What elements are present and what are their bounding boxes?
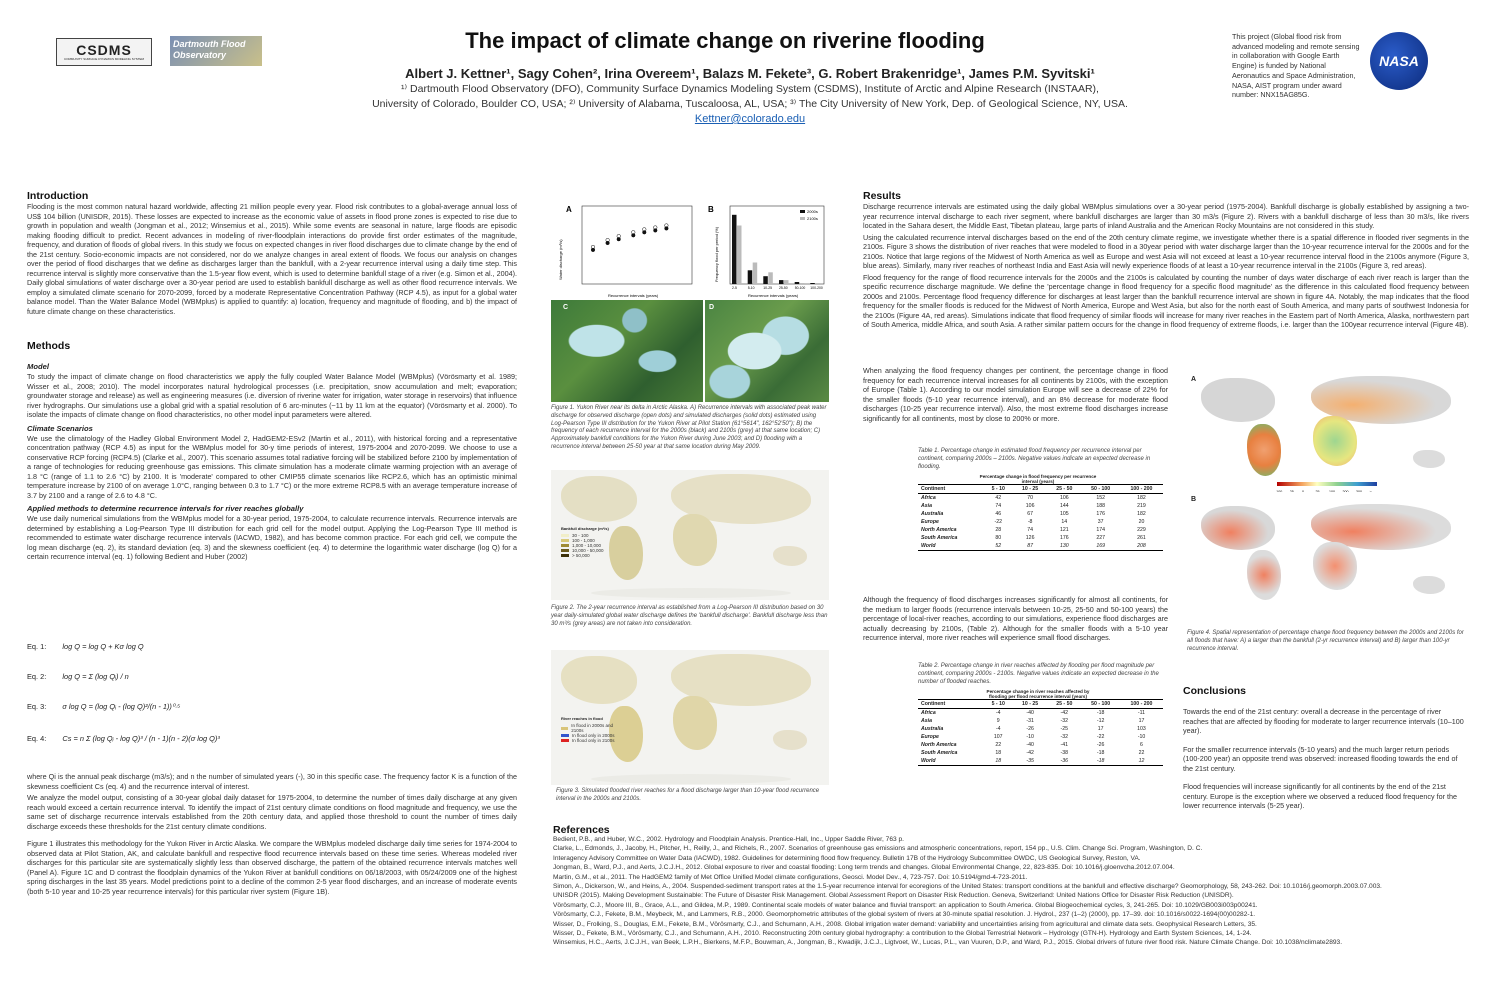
equation-3-formula: σ log Q = (log Qᵢ - (log Q)²/(n - 1))⁰·⁵ xyxy=(62,702,181,711)
table-cell: Europe xyxy=(921,734,939,741)
figure1-panel-c-satellite-image xyxy=(551,300,703,402)
table-cell: -4 xyxy=(995,710,1001,717)
map-africa xyxy=(673,696,717,750)
table-cell: 103 xyxy=(1137,726,1146,733)
table-cell: 130 xyxy=(1047,542,1081,551)
figure3-legend-title: River reaches in flood xyxy=(561,716,603,721)
poster-title: The impact of climate change on riverine flooding xyxy=(465,28,985,53)
table-cell: Australia xyxy=(921,726,944,733)
csdms-logo-text: CSDMS xyxy=(76,42,132,58)
equation-4-label: Eq. 4: xyxy=(27,734,47,743)
table-cell: -10 xyxy=(1137,734,1146,741)
table-cell: 70 xyxy=(1027,495,1034,502)
table-cell: -26 xyxy=(1026,726,1034,733)
figure1-panel-a-chart xyxy=(556,200,696,302)
map-south-america xyxy=(1247,550,1281,600)
table-cell: South America xyxy=(921,535,958,542)
table-cell: 126 xyxy=(1025,535,1035,542)
table-row xyxy=(918,749,1163,757)
legend-swatch xyxy=(561,549,569,552)
table-cell: 107 xyxy=(993,734,1003,741)
category-tick-label: 10-25 xyxy=(763,286,772,290)
table-cell: -26 xyxy=(1096,742,1105,749)
equation-4-formula: Cs = n Σ (log Qᵢ - log Q)³ / (n - 1)(n - 2)(σ log Q)³ xyxy=(62,734,220,743)
table-row xyxy=(918,526,1163,534)
frequency-bar-2000s xyxy=(779,280,784,284)
affiliation-line-2: University of Colorado, Boulder CO, USA; ²⁾ University of Alabama, Tuscaloosa, AL, USA; ³⁾ The City University of New York, Dep. of Geological Science, NY, USA. xyxy=(372,98,1128,110)
table1-group-header: Percentage change in flood frequency per recurrence interval (years) xyxy=(979,474,1097,485)
figure4-colorbar-gradient xyxy=(1277,482,1377,486)
table-row xyxy=(918,502,1163,510)
table-cell: South America xyxy=(921,750,958,757)
figure3-legend-label: In flood only in 2000s xyxy=(572,733,615,738)
table-header-cell: 100 - 200 xyxy=(1120,700,1163,709)
references-heading: References xyxy=(553,824,610,836)
table-header-row xyxy=(918,485,1163,494)
frequency-bar-2100s xyxy=(753,263,758,285)
table-cell: Asia xyxy=(921,503,932,510)
map-south-america xyxy=(609,526,643,580)
table-cell: 74 xyxy=(1027,527,1034,534)
results-paragraph-2: Using the calculated recurrence interval discharges based on the end of the 20th century climate regime, we investigate whether there is a spatial difference in flooded river segments in the 2100s. Figure 3 shows the distribution of river reaches that were modeled to flood in a 30year period with water discharge larger than the 10-year recurrence interval for the 2000s and for the 2100s. Notice that large regions of the Midwest of North America as well as Europe and west Asia will not exceed at least a 10-year recurrence interval flood in the 2100s anymore (Figure 3, blue areas). Similarly, many river reaches of northeast India and East Asia will newly experience floods of at least a 10-year recurrence interval in the 2100s (Figure 3, red areas). xyxy=(863,232,1469,270)
figure2-legend-label: 1,000 - 10,000 xyxy=(572,543,602,548)
table-cell: 22 xyxy=(995,742,1002,749)
map-australia xyxy=(773,730,807,750)
category-tick-label: 25-50 xyxy=(779,286,788,290)
table-cell: 17 xyxy=(1097,726,1104,733)
nasa-logo-text: NASA xyxy=(1379,53,1419,69)
figure1-panel-a-letter: A xyxy=(566,205,572,214)
map-australia xyxy=(1413,450,1445,468)
equation-1 xyxy=(27,642,144,651)
frequency-bar-2000s xyxy=(748,270,753,284)
simulated-discharge-point xyxy=(591,248,595,252)
table2-group-header: Percentage change in river reaches affected by flooding per flood recurrence interval (years) xyxy=(986,689,1090,700)
table-row xyxy=(918,518,1163,526)
table-cell: 18 xyxy=(983,757,1013,766)
figure1-panel-a-xlabel: Recurrence intervals (years) xyxy=(608,293,659,298)
category-tick-label: 5-10 xyxy=(747,286,755,290)
applied-methods-text: We use daily numerical simulations from the WBMplus model for a 30-year period, 1975-2004, to calculate recurrence intervals. Recurrence intervals are determined by establishing a Log-Pearson Type III distribution for each grid cell for the model output. Applying the Log-Pearson Type III method is recommended to estimate water discharge recurrence intervals (IACWD, 1982), and has become common practice. For each grid cell, we compute the log mean discharge (eq. 2), its standard deviation (eq. 3) and the skewness coefficient (eq. 4) to determine the logarithmic water discharge (log Q) for a certain recurrence interval (eq. 1) following Bedient and Huber (2002) xyxy=(27,514,517,561)
table-cell: 28 xyxy=(995,527,1002,534)
simulated-discharge-point xyxy=(617,237,621,241)
legend-swatch xyxy=(561,554,569,557)
results-paragraph-4: When analyzing the flood frequency changes per continent, the percentage change in flood frequency for each recurrence interval increases for all continents by 2100s, with the exception of Europe (Table 1). According to our model simulation Europe will see a decrease of 22% for the smaller floods (5-10 year recurrence interval), and an 8% decrease for moderate flood discharges (10-25 year recurrence interval). Also, the most extreme flood discharges increase significantly for all continents, most by close to 200% or more. xyxy=(863,366,1168,423)
table-row xyxy=(918,494,1163,503)
frequency-bar-2000s xyxy=(763,276,768,284)
funding-statement: This project (Global flood risk from advanced modeling and remote sensing in collaboration with Google Earth Engine) is funded by National Aeronautics and Space Administration, NASA, AIST program under award number: NNX15AG85G. xyxy=(1232,32,1360,100)
methods-heading: Methods xyxy=(27,340,71,352)
table-cell: 74 xyxy=(995,503,1002,510)
table-row xyxy=(918,510,1163,518)
table1-block xyxy=(918,448,1163,551)
table-row xyxy=(918,542,1163,551)
model-text: To study the impact of climate change on flood characteristics we apply the fully coupled Water Balance Model (WBMplus) (Vörösmarty et al. 1989; Wisser et al., 2008; 2010). The model incorporates natural hydrological processes (i.e. precipitation, snow accumulation and melt; evaporation; groundwater storage and release) as well as engineering measures (i.e. diversion of riverine water for irrigation, water storage in reservoirs) that influence river hydrographs. Our simulations use a global grid with a spatial resolution of 6 arc-minutes (~11 by 11 km at the equator) (Vörösmarty et al. 2000). To isolate the impacts of climate change on flood characteristics, no other model input parameters were altered. xyxy=(27,372,517,419)
figure3-legend-label: In flood only in 2100s xyxy=(572,738,615,743)
table-header-cell: 5 - 10 xyxy=(983,485,1013,494)
figure4-caption: Figure 4. Spatial representation of percentage change flood frequency between the 2000s and 2100s for all floods that have: A) a larger than the bankfull (2-yr recurrence interval) and B) larger than 100-yr recurrence interval. xyxy=(1187,630,1464,652)
figure2-legend-item xyxy=(561,553,609,558)
figure2-legend-label: 10,000 - 50,000 xyxy=(572,548,604,553)
equation-2-label: Eq. 2: xyxy=(27,672,47,681)
climate-text: We use the climatology of the Hadley Global Environment Model 2, HadGEM2-ESv2 (Martin et al., 2011), with historical forcing and a representative concentration pathway (RCP 4.5) as input for the WBMplus model for 30-y time periods of interest, 1975-2004 and 2070-2099. We choose to use a conservative RCP forcing (RCP4.5) (Clarke et al., 2007). This scenario assumes total radiative forcing will be stabilized before 2100 by implementation of a range of technologies for reducing greenhouse gas emissions. This climate simulation has a moderate climate warming projection with an average of 1.8 °C (range of 1.1 to 2.6 °C) by 2100. It is 'moderate' compared to other CMIP55 climate scenarios like RCP2.6, which has an optimistic minimal temperature increase by 2100 of on average 1.0°C, ranging between 0.3 to 1.7 °C) or the more extreme RCP8.5 with an average temperature increase of 3.7 by 2100 and a range of 2.6 to 4.8 °C. xyxy=(27,433,517,500)
table-cell: -40 xyxy=(1026,710,1034,717)
figure1-panel-b-legend-swatch-2100s xyxy=(800,217,805,220)
category-tick-label: 100-200 xyxy=(810,286,823,290)
figure2-world-map xyxy=(551,470,829,600)
left-column xyxy=(27,190,517,562)
table-cell: World xyxy=(918,757,983,766)
figure3-legend xyxy=(561,716,621,743)
dfo-logo xyxy=(170,36,262,66)
table-cell: 17 xyxy=(1138,718,1145,725)
table-cell: -32 xyxy=(1060,734,1069,741)
table-cell: 176 xyxy=(1096,511,1105,518)
simulated-discharge-point xyxy=(654,229,658,233)
applied-methods-subheading: Applied methods to determine recurrence intervals for river reaches globally xyxy=(27,504,304,513)
table-cell: 106 xyxy=(1059,495,1069,502)
figure3-world-map xyxy=(551,650,829,785)
reference-item: Winsemius, H.C., Aerts, J.C.J.H., van Beek, L.P.H., Bierkens, M.F.P., Bouwman, A., Jongman, B., Kwadijk, J.C.J., Ligtvoet, W., Lucas, P.L., van Vuuren, D.P., and Ward, P.J., 2015. Global drivers of future river flood risk. Nature Climate Change. Doi: 10.1038/nclimate2893. xyxy=(553,939,1343,947)
equation-2 xyxy=(27,672,129,681)
table-cell: 14 xyxy=(1061,519,1068,526)
table-cell: 20 xyxy=(1138,519,1145,526)
map-antarctica xyxy=(591,588,791,598)
simulated-discharge-point xyxy=(665,227,669,231)
table-cell: 229 xyxy=(1137,527,1146,534)
figure1-panel-d-letter: D xyxy=(709,304,715,311)
table-cell: 227 xyxy=(1096,535,1105,542)
reference-item: Vörösmarty, C.J., Moore III, B., Grace, A.L., and Gildea, M.P., 1989. Continental scale models of water balance and fluvial transport: an application to South America. Global Biogeochemical cycles, 3, 241-265. Doi: 10.1029/GB003i003p00241. xyxy=(553,901,1258,909)
reference-item: Interagency Advisory Committee on Water Data (IACWD), 1982. Guidelines for determining flood flow frequency. Bulletin 17B of the Hydrology Subcommittee OWDC, US Geological Survey, Reston, VA. xyxy=(553,854,1141,862)
legend-swatch xyxy=(561,539,569,542)
table-cell: North America xyxy=(921,742,957,749)
figure2-legend-label: > 50,000 xyxy=(572,553,590,558)
results-section xyxy=(863,190,1469,330)
table-cell: -25 xyxy=(1060,726,1069,733)
table-cell: -35 xyxy=(1013,757,1047,766)
table-cell: World xyxy=(918,542,983,551)
table-cell: 144 xyxy=(1059,503,1069,510)
table-cell: -11 xyxy=(1137,710,1146,717)
table-row xyxy=(918,757,1163,766)
figure1-panel-a-points xyxy=(591,224,668,252)
figure2-legend-title: Bankfull discharge (m³/s) xyxy=(561,526,609,531)
frequency-bar-2100s xyxy=(737,226,742,285)
reference-item: Wisser, D., Fekete, B.M., Vörösmarty, C.J., and Schumann, A.H., 2010. Reconstructing 20th century global hydrography: a contribution to the Global Terrestrial Network – Hydrology (GTN-H). Hydrology and Earth System Sciences, 14, 1-24. xyxy=(553,929,1252,937)
frequency-bar-2100s xyxy=(815,283,820,284)
table-cell: -18 xyxy=(1096,750,1105,757)
table-cell: 182 xyxy=(1137,495,1146,502)
table-cell: 188 xyxy=(1096,503,1105,510)
reference-item: Jongman, B., Ward, P.J., and Aerts, J.C.J.H., 2012. Global exposure to river and coastal flooding: Long term trends and changes. Global Environmental Change, 22, 823-835. Doi: 10.1016/j.gloenvcha.2012.07.004. xyxy=(553,864,1175,872)
table-header-row xyxy=(918,700,1163,709)
table-row xyxy=(918,717,1163,725)
map-north-america xyxy=(561,476,637,522)
table-cell: 261 xyxy=(1137,535,1146,542)
table-cell: 174 xyxy=(1096,527,1105,534)
figure1-panel-a-ylabel: Water discharge (m³/s) xyxy=(558,239,563,280)
figure1-description-text: Figure 1 illustrates this methodology for the Yukon River in Arctic Alaska. We compare the WBMplus modeled discharge daily time series for 1974-2004 to observed data at Pilot Station, AK, and calculate bankfull and respective flood recurrence intervals based on these time series. Whereas modeled river discharges for this particular site are systematically slightly less than observed discharge, the pattern of the obtained recurrence intervals matches well (Panel A). Figure 1C and D contrast the floodplain dynamics of the Yukon River at bankfull conditions on 06/18/2003, with 05/24/2009 one of the highest spring discharges in the last 35 years. Model predictions point to a decline of the common 2-5 year flood discharges, and an increase of moderate events (both 5-10 year and 10-25 year recurrence intervals) for this particular river system (Figure 1B). xyxy=(27,839,517,896)
table-header-cell: 25 - 50 xyxy=(1047,700,1081,709)
conclusion-3: Flood frequencies will increase significantly for all continents by the end of the 21st century. Europe is the exception where we observed a reduced flood frequency for the lower recurrence intervals (5-25 year). xyxy=(1183,782,1457,810)
table-header-cell: 100 - 200 xyxy=(1120,485,1163,494)
reference-item: Wisser, D., Frolking, S., Douglas, E.M., Fekete, B.M., Vörösmarty, C.J., and Schumann, A.H., 2008. Global irrigation water demand: variability and uncertainties arising from agricultural and climate data sets. Geophysical Research Letters, 35. xyxy=(553,920,1257,928)
table-cell: 208 xyxy=(1120,542,1163,551)
reference-item: Bedient, P.B., and Huber, W.C., 2002. Hydrology and Floodplain Analysis. Prentice-Hall, Inc., Upper Saddle River, 763 p. xyxy=(553,836,905,843)
table-cell: -18 xyxy=(1096,710,1105,717)
after-equations-text: where Qi is the annual peak discharge (m3/s); and n the number of simulated years (-), 30 in this specific case. The frequency factor K is a function of the skewness coefficient Cs (eq. 4) and the recurrence interval of interest. xyxy=(27,772,517,791)
map-africa xyxy=(1313,416,1357,466)
results-paragraph-5: Although the frequency of flood discharges increases significantly for almost all continents, for the medium to larger floods (recurrence intervals between 10-25, 25-50 and 50-100 years) the percentage of local-river reaches, according to our simulations, experience flood discharges are actually decreasing by 2100s, (Table 2). Although for the smaller floods with a 5-10 year recurrence interval, more river reaches will experience small flood discharges. xyxy=(863,595,1168,642)
equation-4 xyxy=(27,734,220,743)
reference-item: Martin, G.M., et al., 2011. The HadGEM2 family of Met Office Unified Model climate configurations, Geosci. Model Dev., 4, 723-757. Doi: 10.5194/gmd-4-723-2011. xyxy=(553,873,1028,881)
table-row xyxy=(918,534,1163,542)
table-cell: -18 xyxy=(1081,757,1120,766)
table-header-cell: Continent xyxy=(918,700,983,709)
table-cell: -38 xyxy=(1060,750,1069,757)
figure2-legend-label: 100 - 1,000 xyxy=(572,538,595,543)
table-cell: -10 xyxy=(1026,734,1034,741)
table-cell: 219 xyxy=(1137,503,1146,510)
figure1-panel-b-legend-swatch-2000s xyxy=(800,210,805,213)
frequency-bar-2000s xyxy=(795,282,800,284)
table-header-cell: 10 - 25 xyxy=(1013,700,1047,709)
figure4-panel-a-letter: A xyxy=(1191,376,1197,383)
reference-item: Clarke, L., Edmonds, J., Jacoby, H., Pitcher, H., Reilly, J., and Richels, R., 2007. Scenarios of greenhouse gas emissions and atmospheric concentrations, report, 154 pp., U.S. Clim. Change Sci. Program, Washington, D. C. xyxy=(553,845,1203,853)
table-cell: 80 xyxy=(995,535,1002,542)
figure1-panel-b-xlabel: Recurrence intervals (years) xyxy=(748,293,799,298)
introduction-text: Flooding is the most common natural hazard worldwide, affecting 21 million people every year. Flood risk contributes to a global-average annual loss of US$ 104 billion (UNISDR, 2015). These losses are expected to increase as the economic value of assets in flood prone zones is expected to rise due to growth in population and wealth (Jongman et al., 2012; Winsemius et al., 2015). While some events are seasonal in nature, large floods are episodic making flooding difficult to predict. Recent advances in modeling of river-floodplain interactions do provide first order estimates of the magnitude, frequency, and duration of floods of global rivers. In this study we focus on expected changes in river flood discharges due to climate change by the end of the 21st century. Socio-economic impacts are not considered, nor do we analyze changes in areal extent of floods. We focus our analysis on changes over the period of flood discharges that we define as discharges larger than the bankfull, with a 2-year recurrence interval using a daily time step. This recurrence interval is slightly more conservative than the 1.5-year flow event, which is used to determine bankfull stage of a river (e.g. Simon et al., 2004). Daily global simulations of water discharge over a 30-year period are used to establish bankfull discharge as well as other flood recurrence intervals. We employ a simulated climate scenario for 2070-2099, forced by a moderate Representative Concentration Pathway (RCP 4.5), as input for a global water balance model. Than the Water Balance Model (WBMplus) is applied to quantify: a) location, frequency and magnitude of flooding, and b) the impact of future climate change on these characteristics. xyxy=(27,202,517,316)
map-australia xyxy=(1413,576,1445,594)
map-south-america xyxy=(1247,424,1281,476)
results-paragraph-3: Flood frequency for the range of flood recurrence intervals for the 2000s and the 2100s is calculated by counting the number of days water discharge of each river reach is larger than the specific recurrence discharge magnitude. We define the 'percentage change in flood frequency for a specific flood magnitude' as the difference in this calculated flood frequency between 2000s and 2100s. Percentage flood frequency difference for discharges at least larger than the bankfull recurrence interval are shown in figure 4A. Notably, the map indicates that the flood frequency for the smaller floods is reduced for the Midwest of North America, Europe and West Asia, but also for the north east of South America, and many parts of southwest Indonesia for the 2100s (Figure 4A, red areas). Simulations indicate that flood frequency of similar floods will increase for many river reaches in the Eastern part of North America, Alaska, northwestern part of South America, middle Africa, and south Asia. A rather similar pattern occurs for the change in flood frequency of extreme floods, i.e. larger than the 100year recurrence interval (Figure 4B). xyxy=(863,272,1469,329)
table-cell: 52 xyxy=(983,542,1013,551)
figure4-map-a xyxy=(1187,370,1467,490)
table-cell: -40 xyxy=(1026,742,1034,749)
table-cell: 18 xyxy=(995,750,1002,757)
analysis-text: We analyze the model output, consisting of a 30-year global daily dataset for 1975-2004, to determine the number of times daily discharge at any given reach would exceed a certain recurrence interval. To identify the impact of 21st century climate conditions on flood magnitude and frequency, we use the same set of discharge recurrence intervals established from the 20th century data, and applied those threshold to count the number of times daily discharge exceeds these thresholds for the 21st century climate conditions. xyxy=(27,793,517,831)
map-antarctica xyxy=(591,774,791,784)
reference-item: UNISDR (2015). Making Development Sustainable: The Future of Disaster Risk Management. Global Assessment Report on Disaster Risk Reduction. Geneva, Switzerland: United Nations Office for Disaster Risk Reduction (UNISDR). xyxy=(553,892,1234,900)
legend-swatch xyxy=(561,727,568,730)
table-cell: Australia xyxy=(921,511,944,518)
table-header-cell: 25 - 50 xyxy=(1047,485,1081,494)
climate-subheading: Climate Scenarios xyxy=(27,423,93,433)
table-cell: Asia xyxy=(921,718,932,725)
table-header-cell: 50 - 100 xyxy=(1081,485,1120,494)
nasa-logo xyxy=(1370,32,1428,90)
affiliation-line-1: ¹⁾ Dartmouth Flood Observatory (DFO), Community Surface Dynamics Modeling System (CSDMS), Institute of Arctic and Alpine Research (INSTAAR), xyxy=(401,83,1099,95)
equation-2-formula: log Q = Σ (log Qᵢ) / n xyxy=(62,672,129,681)
table-cell: 12 xyxy=(1120,757,1163,766)
frequency-bar-2100s xyxy=(800,283,805,284)
references-section xyxy=(553,824,1468,949)
table-cell: -8 xyxy=(1027,519,1033,526)
table-cell: -32 xyxy=(1060,718,1069,725)
reference-item: Simon, A., Dickerson, W., and Heins, A., 2004. Suspended-sediment transport rates at the 1.5-year recurrence interval for ecoregions of the United States: transport conditions at the bankfull and effective discharge? Geomorphology, 58, 243-262. Doi: 10.1016/j.geomorph.2003.07.003. xyxy=(553,882,1382,890)
table-cell: 67 xyxy=(1027,511,1034,518)
figure4-panel-b-letter: B xyxy=(1191,496,1197,503)
table-cell: 6 xyxy=(1140,742,1143,749)
csdms-logo xyxy=(56,38,152,66)
results-paragraph-1: Discharge recurrence intervals are estimated using the daily global WBMplus simulations over a 30-year period (1975-2004). Bankfull discharge is globally established by assigning a two-year recurrence interval discharge to each river segment, where bankfull discharges are larger than 30 m3/s (Figure 2). Rivers with a bankfull discharge of less than 30 m3/s, like rivers located in the Sahara desert, the Middle East, Tibetan plateau, large parts of inland Australia and the American Rocky Mountains are not considered in this study. xyxy=(863,202,1469,230)
table-cell: -4 xyxy=(995,726,1001,733)
table-row xyxy=(918,725,1163,733)
table-cell: 46 xyxy=(995,511,1002,518)
table-cell: -42 xyxy=(1060,710,1069,717)
equation-1-label: Eq. 1: xyxy=(27,642,47,651)
legend-swatch xyxy=(561,544,569,547)
conclusions-heading: Conclusions xyxy=(1183,685,1247,697)
table-row xyxy=(918,741,1163,749)
simulated-discharge-point xyxy=(643,231,647,235)
table-row xyxy=(918,709,1163,718)
figure1-panel-a-plot-area xyxy=(582,206,692,284)
figure1-panel-c-letter: C xyxy=(563,304,569,311)
table-cell: -22 xyxy=(994,519,1002,526)
figure2-legend-label: 30 - 100 xyxy=(572,533,589,538)
frequency-bar-2000s xyxy=(732,215,737,284)
table-cell: -42 xyxy=(1026,750,1034,757)
table-cell: -12 xyxy=(1096,718,1105,725)
table-cell: 9 xyxy=(996,718,1000,725)
map-north-america xyxy=(1201,506,1275,550)
table-cell: 37 xyxy=(1097,519,1104,526)
figure3-legend-item xyxy=(561,723,621,733)
introduction-heading: Introduction xyxy=(27,190,89,202)
equation-1-formula: log Q = log Q + Kσ log Q xyxy=(62,642,144,651)
frequency-bar-2100s xyxy=(784,280,789,284)
figure1-panel-b-chart xyxy=(704,200,828,302)
reference-item: Vörösmarty, C.J., Fekete, B.M., Meybeck, M., and Lammers, R.B., 2000. Geomorphometric attributes of the global system of rivers at 30-minute spatial resolution. J. Hydrol., 237 (1–2) (2000), pp. 17–39. doi: 10.1016/s0022-1694(00)00282-1. xyxy=(553,911,1256,919)
table-cell: 182 xyxy=(1137,511,1146,518)
table-header-cell: Continent xyxy=(918,485,983,494)
figure2-legend xyxy=(561,526,609,558)
methods-continued xyxy=(27,772,517,898)
figure3-legend-label: In flood in 2000s and 2100s xyxy=(571,723,613,733)
table-row xyxy=(918,733,1163,741)
table-cell: 169 xyxy=(1081,542,1120,551)
table2-block xyxy=(918,663,1163,766)
figure2-caption: Figure 2. The 2-year recurrence interval as established from a Log-Pearson III distribution based on 30 year daily-simulated global water discharge defines the 'bankfull discharge'. Bankfull discharge less than 30 m³/s (grey areas) are not taken into consideration. xyxy=(551,605,828,627)
conclusion-1: Towards the end of the 21st century: overall a decrease in the percentage of river reaches that are affected by flooding for moderate to larger recurrence intervals (10–100 year). xyxy=(1183,707,1464,735)
simulated-discharge-point xyxy=(632,234,636,238)
table-header-cell: 10 - 25 xyxy=(1013,485,1047,494)
table-header-cell: 50 - 100 xyxy=(1081,700,1120,709)
figure1-caption: Figure 1. Yukon River near its delta in Arctic Alaska. A) Recurrence intervals with associated peak water discharge for observed discharge (open dots) and simulated discharges (solid dots) estimated using Log-Pearson Type III distribution for the Yukon River at Pilot Station (61°5614", 162°52'50"); B) the frequency of each recurrence interval for the 2000s (black) and 2100s (grey) at that same location; C) Approximately bankfull conditions for the Yukon River during June 2003; and D) flooding with a recurrence interval between 25-50 year at that same location during May 2009. xyxy=(551,405,827,450)
map-north-america xyxy=(1201,378,1275,422)
frequency-bar-2000s xyxy=(810,283,815,284)
figure1-panel-b-bars xyxy=(732,215,823,290)
map-africa xyxy=(673,514,717,566)
table2 xyxy=(918,699,1163,766)
model-subheading: Model xyxy=(27,362,49,371)
category-tick-label: 50-100 xyxy=(794,286,806,290)
table-cell: North America xyxy=(921,527,957,534)
figure1-panel-d-satellite-image xyxy=(705,300,829,402)
table-cell: -41 xyxy=(1060,742,1069,749)
simulated-discharge-point xyxy=(606,241,610,245)
dfo-logo-text: Dartmouth Flood Observatory xyxy=(173,39,246,60)
map-africa xyxy=(1313,542,1357,590)
results-heading: Results xyxy=(863,190,901,202)
table2-caption: Table 2. Percentage change in river reaches affected by flooding per flood magnitude per continent, comparing 2000s - 2100s. Negative values indicate an expected decrease in the number of flooded reaches. xyxy=(918,663,1159,685)
frequency-bar-2100s xyxy=(768,272,773,284)
table-header-cell: 5 - 10 xyxy=(983,700,1013,709)
table-cell: 22 xyxy=(1138,750,1145,757)
authors-line: Albert J. Kettner¹, Sagy Cohen², Irina Overeem¹, Balazs M. Fekete³, G. Robert Brakenridge¹, James P.M. Syvitski¹ xyxy=(405,66,1095,81)
legend-swatch xyxy=(561,739,569,742)
figure3-legend-item xyxy=(561,738,621,743)
table-cell: 176 xyxy=(1059,535,1069,542)
equation-3-label: Eq. 3: xyxy=(27,702,47,711)
figure4-map-b xyxy=(1187,492,1467,610)
table-cell: Europe xyxy=(921,519,939,526)
map-north-america xyxy=(561,656,637,704)
figure1-panel-b-letter: B xyxy=(708,205,714,214)
table1-caption: Table 1. Percentage change in estimated flood frequency per recurrence interval per continent, comparing 2000s – 2100s. Negative values indicate an expected decrease in flooding. xyxy=(918,448,1151,470)
table-cell: 106 xyxy=(1025,503,1035,510)
table-cell: 121 xyxy=(1059,527,1069,534)
table-cell: -36 xyxy=(1047,757,1081,766)
conclusion-2: For the smaller recurrence intervals (5-10 years) and the much larger return periods (100-200 year) an opposite trend was observed: increased flooding towards the end of the 21st century. xyxy=(1183,744,1458,773)
category-tick-label: 2-5 xyxy=(732,286,737,290)
map-australia xyxy=(773,546,807,566)
table1 xyxy=(918,484,1163,551)
figure1-panel-b-legend-2100s: 2100s xyxy=(807,216,818,221)
legend-swatch xyxy=(561,734,569,737)
csdms-logo-subtext: COMMUNITY SURFACE DYNAMICS MODELING SYSTEM xyxy=(63,57,145,61)
table-cell: 42 xyxy=(995,495,1002,502)
table-cell: Africa xyxy=(921,495,936,502)
table-cell: 105 xyxy=(1059,511,1069,518)
table-cell: -22 xyxy=(1096,734,1105,741)
table-cell: 152 xyxy=(1096,495,1105,502)
references-list xyxy=(553,836,1468,948)
table-cell: -31 xyxy=(1026,718,1034,725)
figure3-caption: Figure 3. Simulated flooded river reaches for a flood discharge larger than 10-year flood recurrence interval in the 2000s and 2100s. xyxy=(556,788,820,802)
equation-3 xyxy=(27,702,180,711)
conclusions-section xyxy=(1183,685,1465,811)
figure1-panel-b-legend-2000s: 2000s xyxy=(807,209,818,214)
table-cell: Africa xyxy=(921,710,936,717)
figure1-panel-b-ylabel: Frequency flood per period (%) xyxy=(714,226,719,282)
table-cell: 87 xyxy=(1013,542,1047,551)
contact-email-link[interactable]: Kettner@colorado.edu xyxy=(694,113,806,125)
legend-swatch xyxy=(561,534,569,537)
